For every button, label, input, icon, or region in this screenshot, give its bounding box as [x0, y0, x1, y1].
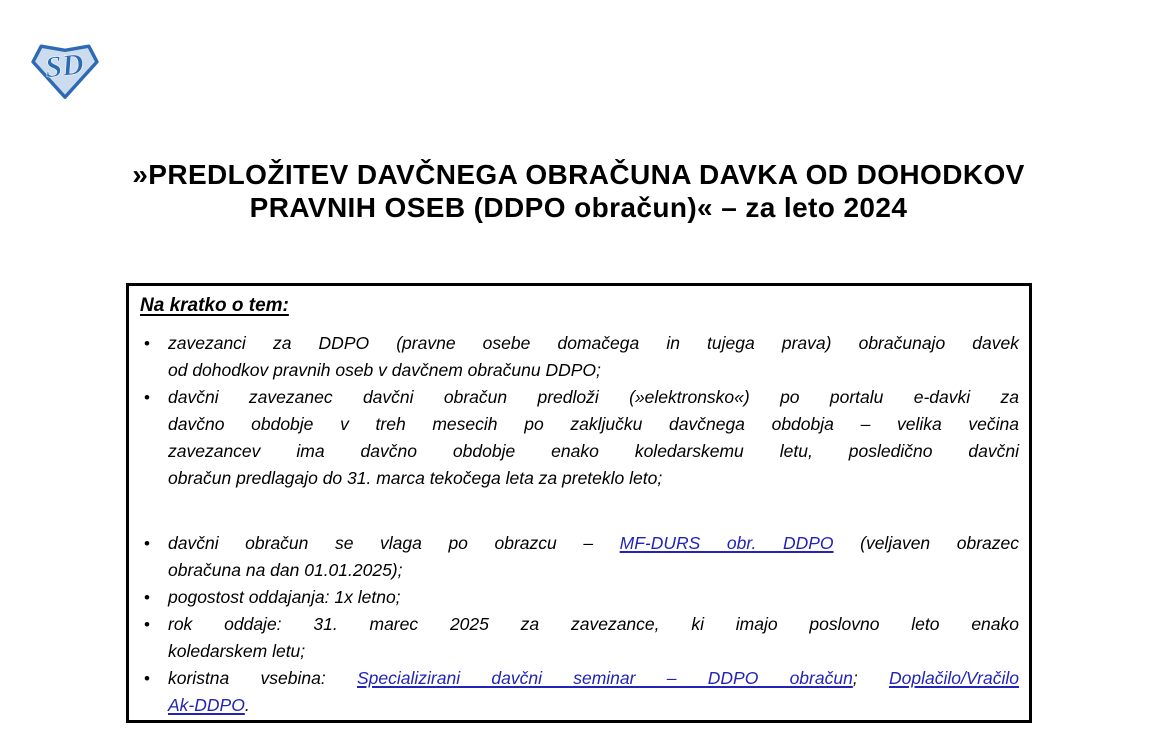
bullet-item — [168, 330, 1019, 384]
bullet-item — [168, 611, 1019, 665]
bullet-text-line — [168, 438, 1019, 465]
bullet-text: pogostost oddajanja: 1x letno; — [168, 587, 401, 607]
page-title-line2: PRAVNIH OSEB (DDPO obračun)« – za leto 2024 — [249, 192, 908, 223]
bullet-text: koristna vsebina: — [168, 668, 357, 688]
doplacilo-vracilo-ak-ddpo-link[interactable]: Doplačilo/Vračilo — [888, 668, 1019, 688]
page-title-line1: »PREDLOŽITEV DAVČNEGA OBRAČUNA DAVKA OD DOHODKOV — [132, 159, 1025, 190]
bullet-item — [168, 665, 1019, 719]
bullet-text-line — [168, 584, 1019, 611]
bullet-item — [168, 584, 1019, 611]
bullet-text: davčni obračun se vlaga po obrazcu – — [168, 533, 620, 553]
bullet-text: zavezancev ima davčno obdobje enako koledarskemu letu, posledično davčni — [168, 441, 1019, 461]
info-box-heading: Na kratko o tem: — [140, 295, 289, 316]
bullet-text: od dohodkov pravnih oseb v davčnem obračunu DDPO; — [168, 360, 601, 380]
bullet-item — [168, 530, 1019, 584]
bullet-text-line — [168, 384, 1019, 411]
bullet-text: ; — [852, 668, 889, 688]
sd-diamond-logo-icon — [31, 40, 99, 100]
info-box — [126, 283, 1032, 723]
page-title — [0, 158, 1157, 224]
bullet-text-line — [168, 357, 1019, 384]
logo-letters: SD — [43, 47, 86, 85]
bullet-text-line — [168, 557, 1019, 584]
bullet-text: . — [244, 695, 250, 715]
bullet-text-line — [168, 530, 1019, 557]
bullet-text-line — [168, 611, 1019, 638]
bullet-text-line — [168, 330, 1019, 357]
bullet-item — [168, 384, 1019, 492]
bullet-text-line — [168, 411, 1019, 438]
bullet-text: davčni zavezanec davčni obračun predloži (»elektronsko«) po portalu e-davki za — [168, 387, 1019, 407]
bullet-text: zavezanci za DDPO (pravne osebe domačega in tujega prava) obračunajo davek — [168, 333, 1019, 353]
bullet-text-line — [168, 638, 1019, 665]
bullet-text: koledarskem letu; — [168, 641, 306, 661]
bullet-list — [138, 330, 1019, 719]
bullet-text-line — [168, 692, 1019, 719]
bullet-text: rok oddaje: 31. marec 2025 za zavezance, ki imajo poslovno leto enako — [168, 614, 1019, 634]
mf-durs-obr-ddpo-link[interactable]: MF-DURS obr. DDPO — [619, 533, 834, 553]
specializirani-davcni-seminar-link[interactable]: Specializirani davčni seminar – DDPO obračun — [357, 668, 853, 688]
bullet-text: davčno obdobje v treh mesecih po zaključku davčnega obdobja – velika večina — [168, 414, 1019, 434]
bullet-text: obračun predlagajo do 31. marca tekočega leta za preteklo leto; — [168, 468, 663, 488]
doplacilo-vracilo-ak-ddpo-link[interactable]: Ak-DDPO — [168, 695, 245, 715]
bullet-text-line — [168, 465, 1019, 492]
bullet-text-line — [168, 665, 1019, 692]
bullet-text: (veljaven obrazec — [833, 533, 1019, 553]
bullet-text: obračuna na dan 01.01.2025); — [168, 560, 403, 580]
